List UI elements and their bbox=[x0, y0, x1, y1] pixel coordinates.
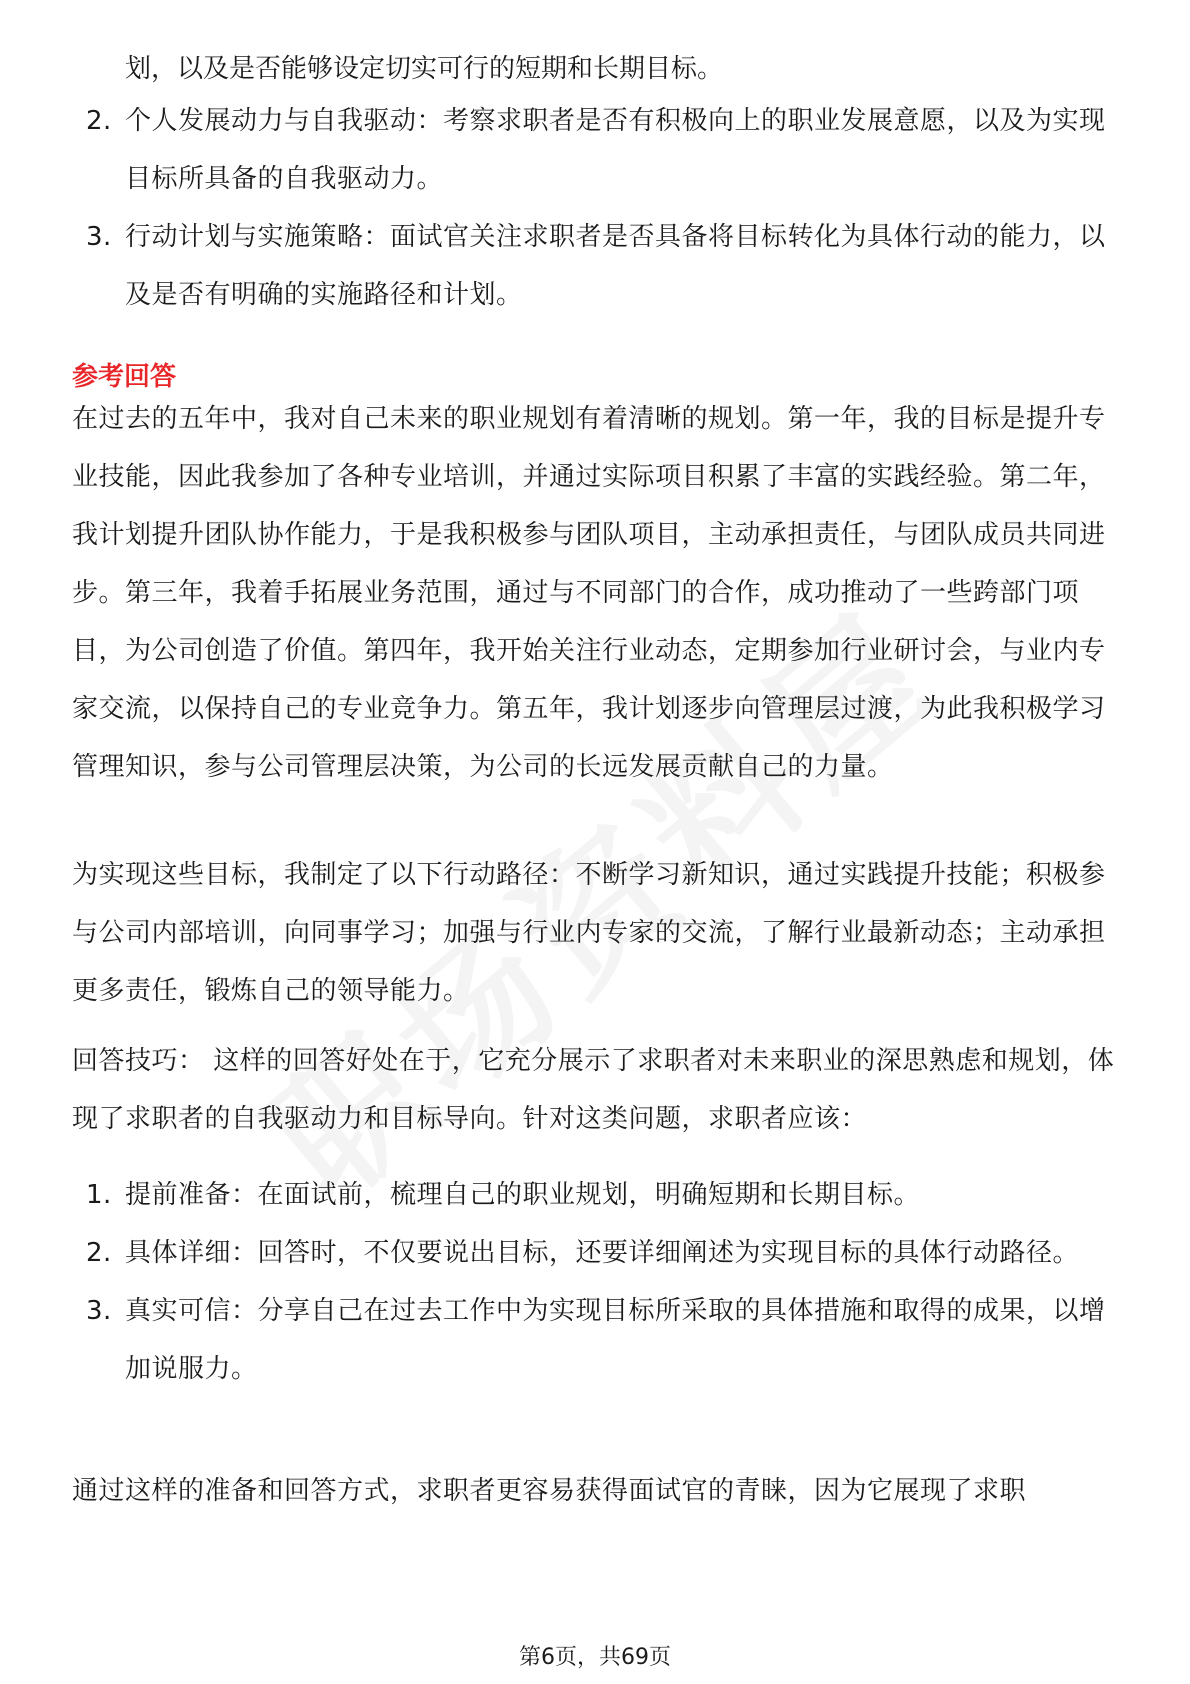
list-item bbox=[72, 92, 1118, 208]
list-number: 3. bbox=[86, 1296, 112, 1326]
answer-paragraph: 为实现这些目标，我制定了以下行动路径：不断学习新知识，通过实践提升技能；积极参与公司内部培训，向同事学习；加强与行业内专家的交流，了解行业最新动态；主动承担更多责任，锻炼自己的领导能力。 bbox=[72, 860, 1106, 1006]
list-number: 1. bbox=[86, 1180, 112, 1210]
list-number: 3. bbox=[86, 222, 112, 252]
continued-list-item-text: 划，以及是否能够设定切实可行的短期和长期目标。 bbox=[125, 54, 724, 84]
list-item-text: 真实可信：分享自己在过去工作中为实现目标所采取的具体措施和取得的成果，以增加说服力。 bbox=[125, 1296, 1106, 1384]
tips-list bbox=[72, 1166, 1118, 1398]
answer-paragraph: 在过去的五年中，我对自己未来的职业规划有着清晰的规划。第一年，我的目标是提升专业技能，因此我参加了各种专业培训，并通过实际项目积累了丰富的实践经验。第二年，我计划提升团队协作能力，于是我积极参与团队项目，主动承担责任，与团队成员共同进步。第三年，我着手拓展业务范围，通过与不同部门的合作，成功推动了一些跨部门项目，为公司创造了价值。第四年，我开始关注行业动态，定期参加行业研讨会，与业内专家交流，以保持自己的专业竞争力。第五年，我计划逐步向管理层过渡，为此我积极学习管理知识，参与公司管理层决策，为公司的长远发展贡献自己的力量。 bbox=[72, 404, 1106, 782]
list-number: 2. bbox=[86, 1238, 112, 1268]
list-item-text: 提前准备：在面试前，梳理自己的职业规划，明确短期和长期目标。 bbox=[125, 1180, 921, 1210]
list-item bbox=[72, 1224, 1118, 1282]
closing-paragraph: 通过这样的准备和回答方式，求职者更容易获得面试官的青睐，因为它展现了求职 bbox=[72, 1476, 1027, 1506]
list-item bbox=[72, 208, 1118, 324]
section-heading: 参考回答 bbox=[72, 362, 177, 392]
page-number: 第6页，共69页 bbox=[519, 1645, 671, 1670]
list-item-text: 个人发展动力与自我驱动：考察求职者是否有积极向上的职业发展意愿，以及为实现目标所具备的自我驱动力。 bbox=[125, 106, 1106, 194]
list-item bbox=[72, 1282, 1118, 1398]
list-item-text: 行动计划与实施策略：面试官关注求职者是否具备将目标转化为具体行动的能力，以及是否有明确的实施路径和计划。 bbox=[125, 222, 1106, 310]
tips-intro-paragraph: 回答技巧： 这样的回答好处在于，它充分展示了求职者对未来职业的深思熟虑和规划，体现了求职者的自我驱动力和目标导向。针对这类问题，求职者应该： bbox=[72, 1046, 1115, 1134]
criteria-list bbox=[72, 92, 1118, 324]
list-number: 2. bbox=[86, 106, 112, 136]
list-item-text: 具体详细：回答时，不仅要说出目标，还要详细阐述为实现目标的具体行动路径。 bbox=[125, 1238, 1080, 1268]
list-item bbox=[72, 1166, 1118, 1224]
